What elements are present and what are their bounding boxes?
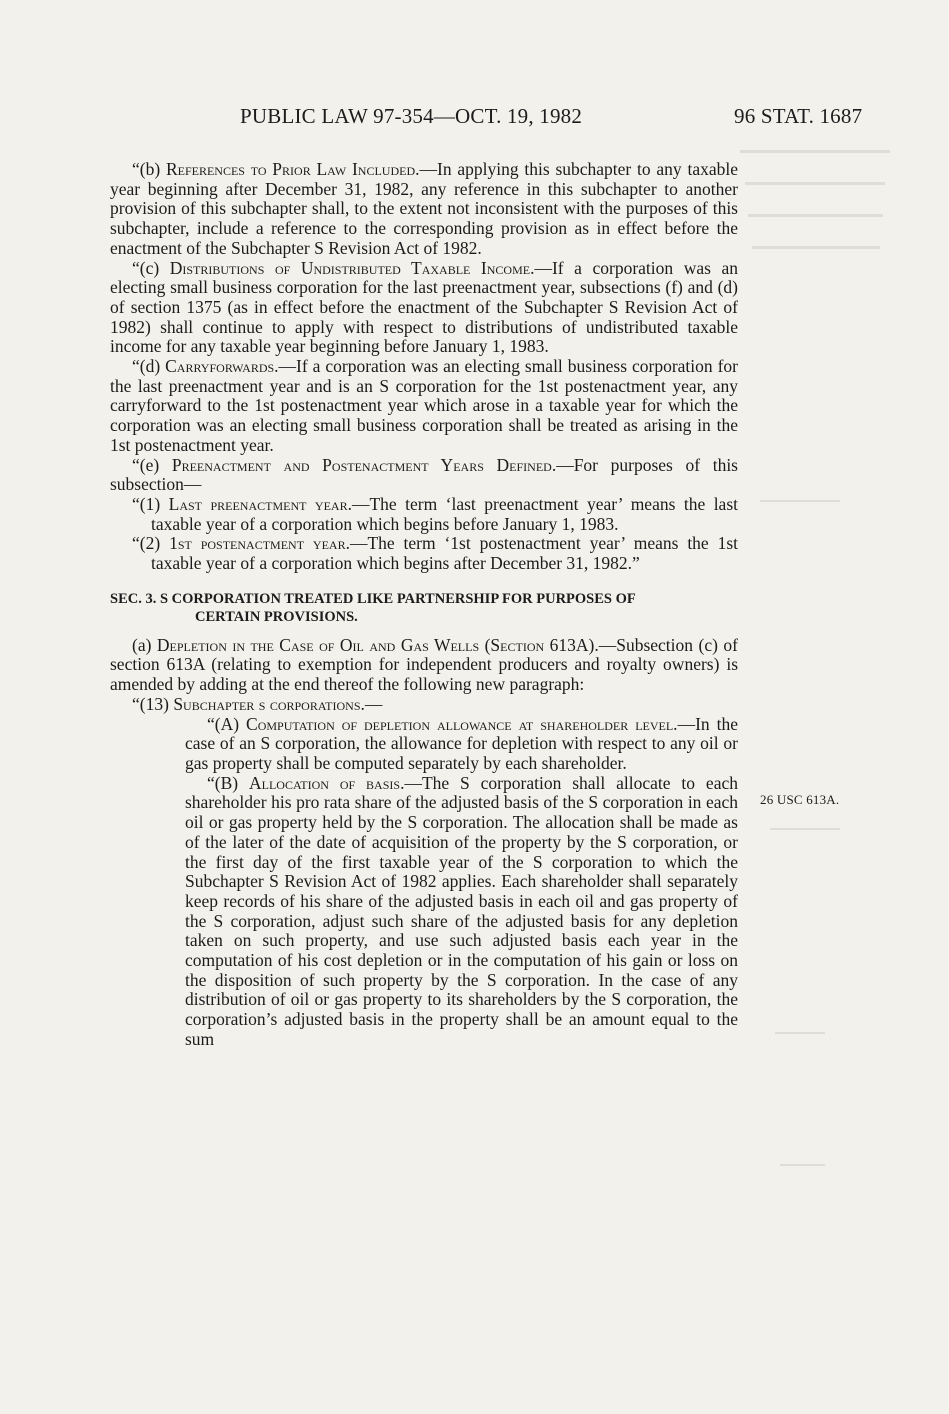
- paragraph-e2-lead: “(2): [132, 533, 170, 554]
- paragraph-e1-text: —The term ‘last preenactment year’ means the last taxable year of a corporation which begins before January 1, 1983.: [151, 493, 738, 534]
- subparagraph-B-heading: Allocation of basis.: [248, 772, 405, 793]
- subparagraph-B: [185, 774, 738, 1050]
- page-header-title: PUBLIC LAW 97-354—OCT. 19, 1982: [240, 104, 583, 128]
- paragraph-13: [132, 693, 738, 715]
- page-header-stat: 96 STAT. 1687: [734, 104, 863, 128]
- subparagraph-B-lead: “(B): [207, 772, 249, 793]
- section-heading-line1: SEC. 3. S CORPORATION TREATED LIKE PARTNERSHIP FOR PURPOSES OF: [110, 590, 636, 607]
- paragraph-d-text: —If a corporation was an electing small business corporation for the last preenactment year and is an S corporation for the 1st postenactment year, any carryforward to the 1st postenactment year which arose in a taxable year for which the corporation was an electing small business corporation shall be treated as arising in the 1st postenactment year.: [110, 356, 738, 455]
- paragraph-d-lead: “(d): [132, 356, 166, 377]
- paragraph-c: [110, 259, 738, 358]
- paragraph-e1-heading: Last preenactment year.: [168, 493, 352, 514]
- paragraph-c-lead: “(c): [132, 257, 170, 278]
- paragraph-13-heading: Subchapter s corporations.: [173, 693, 365, 714]
- paragraph-b-lead: “(b): [132, 159, 166, 179]
- subparagraph-A-heading: Computation of depletion allowance at shareholder level.: [246, 713, 678, 734]
- paragraph-b-heading: References to Prior Law Included.: [165, 159, 420, 179]
- paragraph-c-heading: Distributions of Undistributed Taxable Income.: [169, 257, 535, 278]
- paragraph-e: [110, 456, 738, 495]
- document-body: [110, 160, 738, 1050]
- paragraph-e-lead: “(e): [132, 454, 172, 475]
- paragraph-e2-heading: 1st postenactment year.: [169, 533, 350, 554]
- paragraph-e-heading: Preenactment and Postenactment Years Defined.: [171, 454, 557, 475]
- paragraph-d-heading: Carryforwards.: [165, 356, 279, 377]
- paragraph-b-text: —In applying this subchapter to any taxable year beginning after December 31, 1982, any reference in this subchapter to another provision of this subchapter shall, to the extent not inconsistent with the purposes of this subchapter, include a reference to the corresponding provision as in effect before the enactment of the Subchapter S Revision Act of 1982.: [110, 159, 738, 258]
- subparagraph-B-text: —The S corporation shall allocate to each shareholder his pro rata share of the adjusted basis of the S corporation in each oil or gas property held by the S corporation. The allocation shall be made as of the later of the date of acquisition of the property by the S corporation, or the first day of the first taxable year of the S corporation to which the Subchapter S Revision Act of 1982 applies. Each shareholder shall separately keep records of his share of the adjusted basis in each oil and gas property of the S corporation, adjust such share of the adjusted basis for any depletion taken on such property, and use such adjusted basis each year in the computation of his cost depletion or in the computation of his gain or loss on the disposition of such property by the S corporation. In the case of any distribution of oil or gas property to its shareholders by the S corporation, the corporation’s adjusted basis in the property shall be an amount equal to the sum: [185, 772, 738, 1049]
- section-heading-line2: CERTAIN PROVISIONS.: [195, 608, 358, 625]
- subparagraph-A-lead: “(A): [207, 713, 247, 734]
- paragraph-e2-text: —The term ‘1st postenactment year’ means the 1st taxable year of a corporation which begins after December 31, 1982.”: [151, 533, 738, 574]
- section-heading: [110, 590, 738, 626]
- subparagraph-A-text: —In the case of an S corporation, the allowance for depletion with respect to any oil or gas property shall be computed separately by each shareholder.: [185, 713, 738, 773]
- margin-citation-note: 26 USC 613A.: [760, 792, 840, 807]
- paragraph-e2: [132, 533, 738, 574]
- subsection-a-lead: (a): [132, 634, 157, 655]
- subparagraph-A: [185, 715, 738, 774]
- paragraph-e-text: —For purposes of this subsection—: [110, 454, 738, 495]
- subsection-a-heading: Depletion in the Case of Oil and Gas Wells (Section 613A).: [156, 634, 599, 655]
- paragraph-e1-lead: “(1): [132, 493, 169, 514]
- subsection-a-text: —Subsection (c) of section 613A (relating to exemption for independent producers and royalty owners) is amended by adding at the end thereof the following new paragraph:: [110, 634, 738, 695]
- paragraph-b: [110, 160, 738, 259]
- paragraph-d: [110, 357, 738, 456]
- paragraph-e1: [132, 493, 738, 534]
- paragraph-13-lead: “(13): [132, 693, 174, 714]
- paragraph-13-text: —: [364, 693, 383, 714]
- paragraph-c-text: —If a corporation was an electing small business corporation for the last preenactment year, subsections (f) and (d) of section 1375 (as in effect before the enactment of the Subchapter S Revision Act of 1982) shall continue to apply with respect to distributions of undistributed taxable income for any taxable year beginning before January 1, 1983.: [110, 257, 738, 357]
- subsection-a: [110, 636, 738, 695]
